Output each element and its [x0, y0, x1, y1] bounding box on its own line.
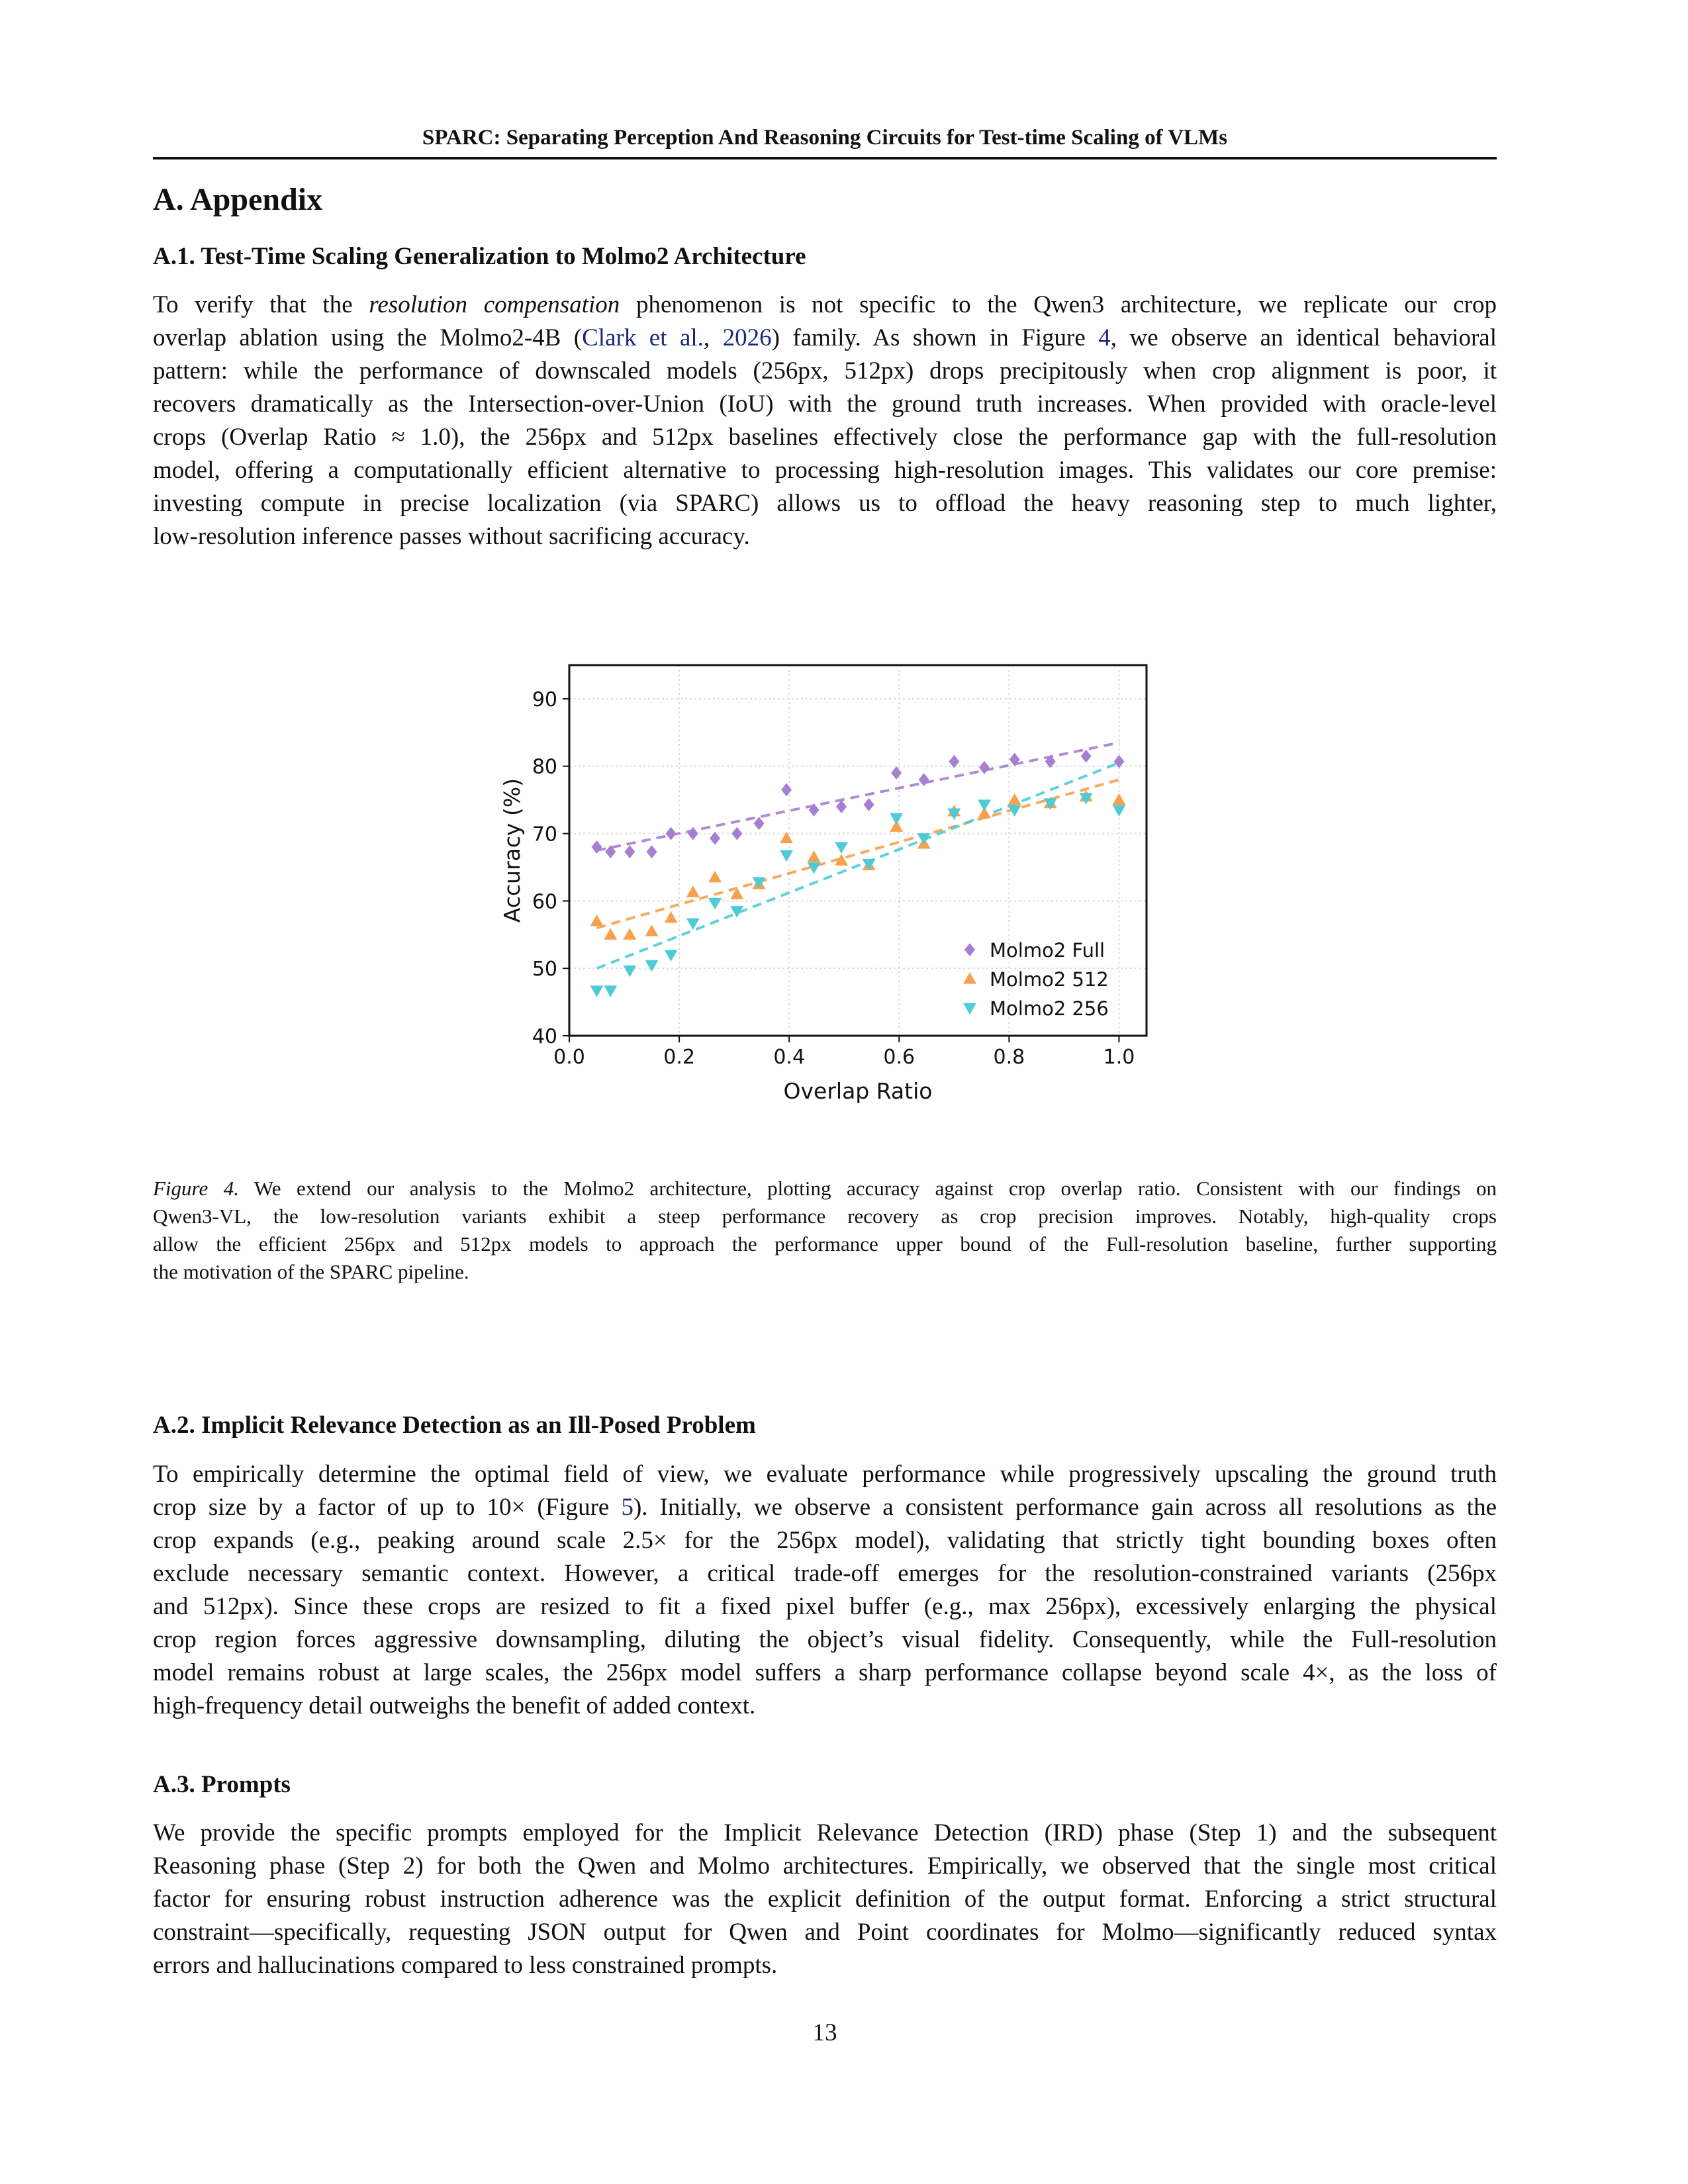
molmo2-256-legend-label: Molmo2 256: [990, 997, 1109, 1020]
x-tick-label: 0.6: [883, 1046, 915, 1069]
molmo2-512-point: [708, 871, 722, 883]
molmo2-512-point: [1112, 794, 1125, 805]
molmo2-512-point: [1008, 794, 1021, 805]
figure-5-link[interactable]: 5: [621, 1494, 633, 1521]
molmo2-256-point: [708, 898, 722, 910]
molmo2-512-legend-marker: [963, 972, 976, 984]
molmo2-512-point: [623, 928, 636, 940]
appendix-title: A. Appendix: [153, 182, 323, 217]
molmo2-full-point: [624, 845, 635, 858]
y-tick-label: 50: [532, 958, 557, 981]
section-a3-title: A.3. Prompts: [153, 1771, 291, 1798]
molmo2-full-legend-marker: [964, 943, 975, 956]
y-tick-label: 80: [532, 755, 557, 779]
molmo2-full-point: [731, 827, 742, 841]
y-tick-label: 60: [532, 890, 557, 914]
x-axis-label: Overlap Ratio: [783, 1078, 933, 1104]
molmo2-full-point: [666, 827, 677, 841]
figure-4-link[interactable]: 4: [1098, 324, 1111, 351]
molmo2-512-point: [590, 915, 604, 927]
molmo2-full-point: [919, 773, 929, 786]
molmo2-512-point: [604, 928, 617, 940]
molmo2-256-point: [623, 966, 636, 978]
molmo2-full-legend-label: Molmo2 Full: [990, 939, 1105, 962]
molmo2-full-point: [979, 761, 990, 774]
molmo2-full-point: [1113, 755, 1124, 768]
y-tick-label: 40: [532, 1025, 557, 1048]
molmo2-full-point: [864, 798, 874, 811]
running-header: SPARC: Separating Perception And Reasoning Circuits for Test-time Scaling of VLMs: [422, 126, 1228, 150]
citation-year-link[interactable]: 2026: [722, 324, 772, 351]
molmo2-512-point: [686, 886, 700, 897]
y-tick-label: 90: [532, 688, 557, 711]
molmo2-512-point: [665, 911, 678, 923]
molmo2-256-point: [590, 985, 604, 997]
molmo2-256-legend-marker: [963, 1003, 976, 1015]
molmo2-256-point: [604, 985, 617, 997]
molmo2-256-point: [645, 960, 659, 972]
molmo2-512-trend-line: [597, 780, 1119, 928]
header-rule: [153, 157, 1497, 159]
molmo2-full-point: [781, 783, 792, 796]
molmo2-256-point: [890, 813, 903, 825]
section-a1-paragraph: To verify that the resolution compensation phenomenon is not specific to the Qwen3 architecture, we replicate our crop overlap ablation using the Molmo2-4B (Clark et al., 2026) family. As shown in Figure 4, we observe an identical behavioral pattern: while the performance of downscaled models (256px, 512px) drops precipitously when crop alignment is poor, it recovers dramatically as the Intersection-over-Union (IoU) with the ground truth increases. When provided with oracle-level crops (Overlap Ratio ≈ 1.0), the 256px and 512px baselines effectively close the performance gap with the full-resolution model, offering a computationally efficient alternative to processing high-resolution images. This validates our core premise: investing compute in precise localization (via SPARC) allows us to offload the heavy reasoning step to much lighter, low-resolution inference passes without sacrificing accuracy.: [153, 291, 1497, 550]
section-a3-paragraph: We provide the specific prompts employed for the Implicit Relevance Detection (IRD) phase (Step 1) and the subsequent Reasoning phase (Step 2) for both the Qwen and Molmo architectures. Empirically, we observed that the single most critical factor for ensuring robust instruction adherence was the explicit definition of the output format. Enforcing a strict structural constraint—specifically, requesting JSON output for Qwen and Point coordinates for Molmo—significantly reduced syntax errors and hallucinations compared to less constrained prompts.: [153, 1819, 1497, 1979]
section-a2-paragraph: To empirically determine the optimal field of view, we evaluate performance while progressively upscaling the ground truth crop size by a factor of up to 10× (Figure 5). Initially, we observe a consistent performance gain across all resolutions as the crop expands (e.g., peaking around scale 2.5× for the 256px model), validating that strictly tight bounding boxes often exclude necessary semantic context. However, a critical trade-off emerges for the resolution-constrained variants (256px and 512px). Since these crops are resized to fit a fixed pixel buffer (e.g., max 256px), excessively enlarging the physical crop region forces aggressive downsampling, diluting the object’s visual fidelity. Consequently, while the Full-resolution model remains robust at large scales, the 256px model suffers a sharp performance collapse beyond scale 4×, as the loss of high-frequency detail outweighs the benefit of added context.: [153, 1461, 1497, 1719]
molmo2-full-point: [891, 766, 902, 780]
section-a2-title: A.2. Implicit Relevance Detection as an Ill-Posed Problem: [153, 1412, 756, 1439]
y-tick-label: 70: [532, 823, 557, 846]
molmo2-512-point: [808, 850, 821, 862]
citation-link[interactable]: Clark et al.: [582, 324, 704, 351]
figure-4-caption: Figure 4. We extend our analysis to the Molmo2 architecture, plotting accuracy against crop overlap ratio. Consistent with our findings on Qwen3-VL, the low-resolution variants exhibit a steep performance recovery as crop precision improves. Notably, high-quality crops allow the efficient 256px and 512px models to approach the performance upper bound of the Full-resolution baseline, further supporting the motivation of the SPARC pipeline.: [153, 1177, 1497, 1283]
page-number: 13: [812, 2019, 837, 2046]
x-tick-label: 0.8: [993, 1046, 1025, 1069]
molmo2-256-point: [835, 842, 848, 854]
molmo2-512-point: [780, 832, 793, 844]
molmo2-full-point: [754, 817, 765, 830]
molmo2-256-point: [1112, 805, 1125, 817]
section-a1-title: A.1. Test-Time Scaling Generalization to Molmo2 Architecture: [153, 243, 806, 270]
x-tick-label: 0.4: [773, 1046, 806, 1069]
molmo2-512-legend-label: Molmo2 512: [990, 968, 1109, 991]
figure-4-chart: [477, 655, 1178, 1158]
molmo2-full-point: [647, 845, 657, 858]
molmo2-256-trend-line: [597, 763, 1119, 969]
molmo2-256-point: [665, 950, 678, 962]
molmo2-full-point: [688, 827, 698, 841]
molmo2-256-point: [978, 799, 991, 811]
x-tick-label: 0.2: [663, 1046, 695, 1069]
molmo2-256-point: [780, 850, 793, 862]
molmo2-full-point: [592, 841, 602, 854]
y-axis-label: Accuracy (%): [499, 778, 525, 923]
molmo2-512-point: [645, 925, 659, 936]
x-tick-label: 0.0: [553, 1046, 585, 1069]
x-tick-label: 1.0: [1103, 1046, 1135, 1069]
